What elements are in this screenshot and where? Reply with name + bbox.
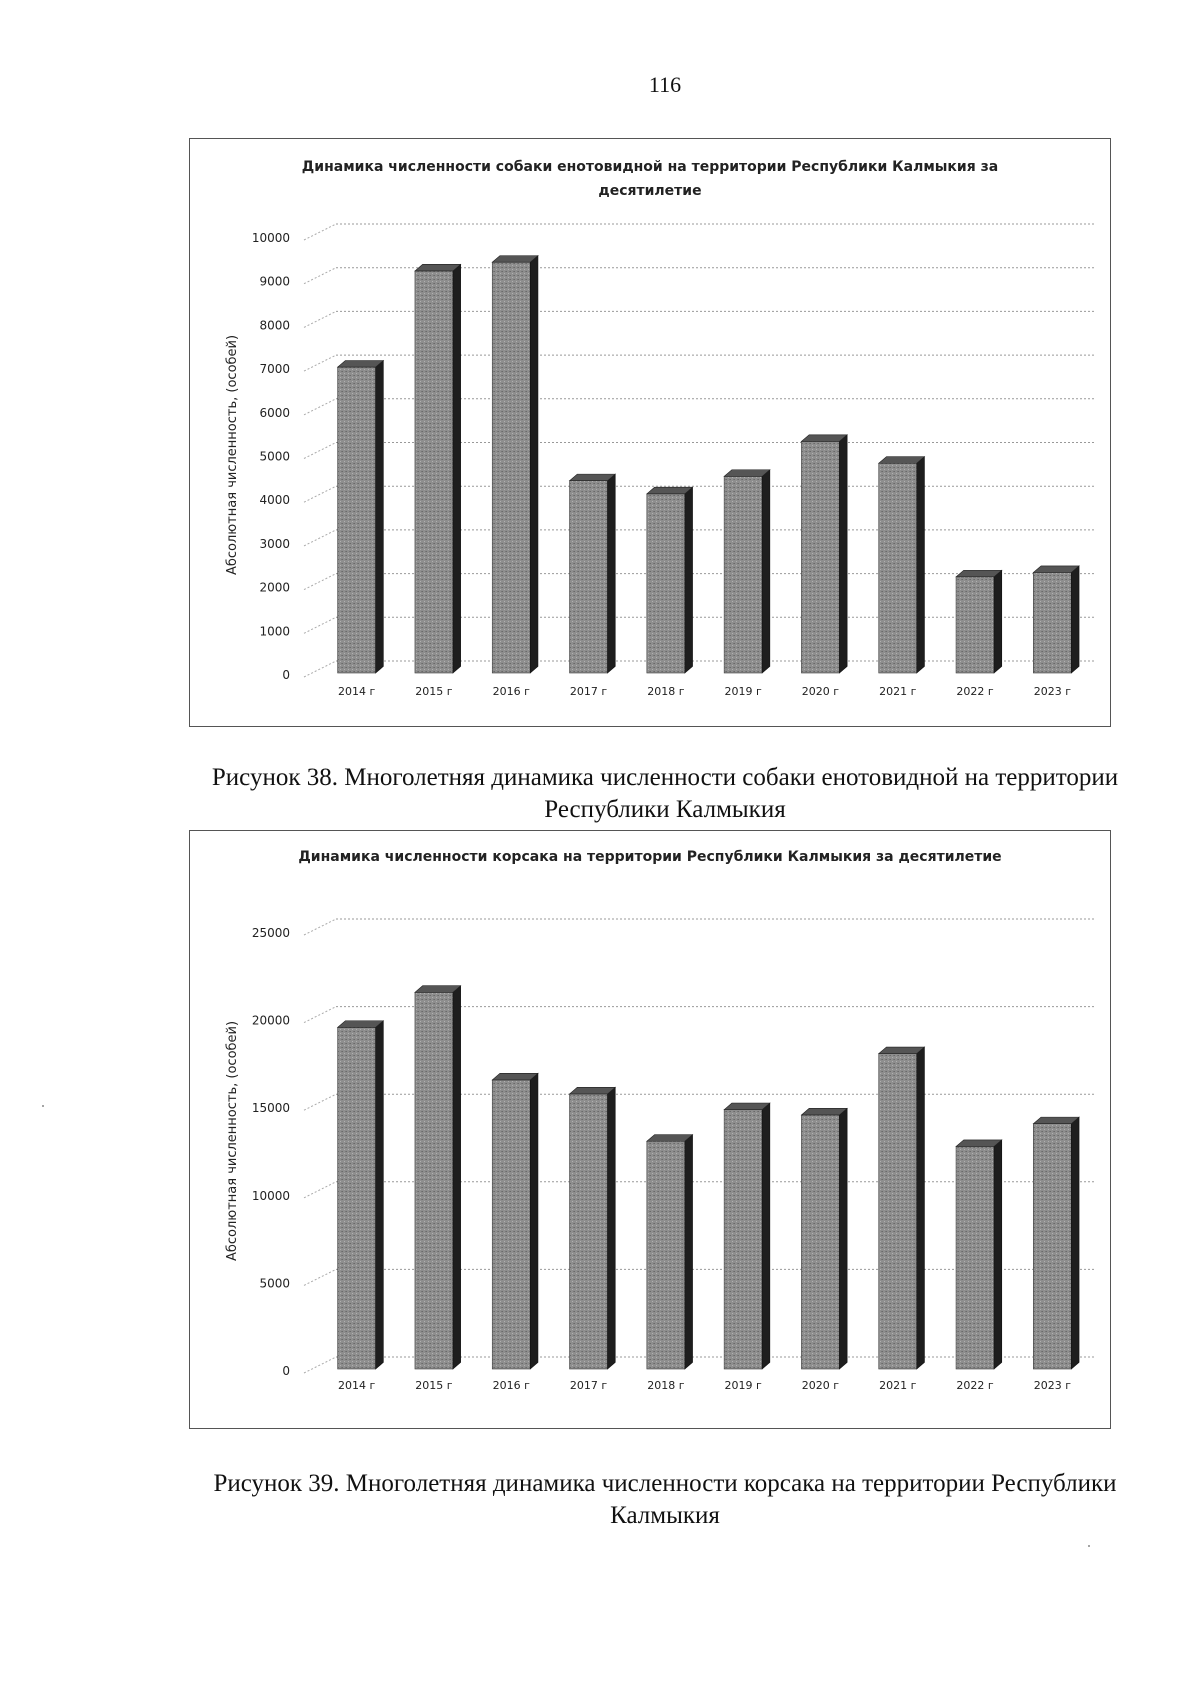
x-tick-label: 2017 г — [569, 685, 608, 698]
x-tick-label: 2020 г — [801, 1379, 840, 1392]
bar-front — [801, 1115, 839, 1369]
x-tick-label: 2023 г — [1033, 685, 1071, 698]
bar-front — [879, 1054, 917, 1369]
bar-top — [801, 435, 847, 442]
y-tick-label: 20000 — [251, 1013, 290, 1028]
y-tick-label: 0 — [282, 1364, 290, 1378]
y-tick-label: 9000 — [259, 274, 290, 289]
bar-side — [608, 1087, 616, 1369]
gridline-side — [304, 399, 336, 415]
bar-top — [1033, 566, 1079, 573]
bar — [338, 361, 384, 674]
scan-speck — [1088, 1545, 1090, 1547]
x-tick-label: 2014 г — [338, 685, 376, 698]
chart-raccoon-dog — [189, 138, 1111, 727]
x-tick-label: 2020 г — [801, 685, 840, 698]
bar-front — [570, 481, 608, 673]
y-tick-label: 5000 — [259, 449, 290, 464]
x-tick-label: 2019 г — [724, 1379, 762, 1392]
gridline-side — [304, 661, 336, 677]
bar-front — [415, 271, 453, 673]
gridline-side — [304, 1007, 336, 1023]
gridline-side — [304, 443, 336, 459]
bar-top — [879, 457, 925, 464]
bar — [647, 487, 693, 673]
x-tick-label: 2018 г — [647, 685, 685, 698]
gridline-side — [304, 919, 336, 935]
bar-side — [839, 435, 847, 673]
x-tick-label: 2015 г — [415, 1379, 453, 1392]
y-tick-label: 2000 — [259, 580, 290, 595]
bar — [801, 435, 847, 673]
bar-front — [1033, 1124, 1071, 1369]
bar-front — [956, 577, 994, 673]
bar-side — [1071, 566, 1079, 673]
bar — [415, 264, 461, 673]
bar-side — [839, 1108, 847, 1369]
bar-side — [685, 487, 693, 673]
bar — [724, 470, 770, 673]
bar-top — [956, 570, 1002, 577]
bar — [879, 1047, 925, 1369]
scan-speck — [42, 1105, 44, 1107]
gridline-side — [304, 268, 336, 284]
bar — [492, 256, 538, 673]
bar-front — [724, 476, 762, 673]
bar-top — [1033, 1117, 1079, 1124]
bar-top — [724, 470, 770, 477]
x-tick-label: 2017 г — [569, 1379, 608, 1392]
y-tick-label: 8000 — [259, 318, 290, 333]
y-tick-label: 4000 — [259, 493, 290, 508]
bar-side — [453, 264, 461, 673]
x-tick-label: 2021 г — [879, 1379, 917, 1392]
y-axis-label: Абсолютная численность, (особей) — [225, 1020, 240, 1262]
x-tick-label: 2023 г — [1033, 1379, 1071, 1392]
gridline-side — [304, 1269, 336, 1285]
y-tick-label: 15000 — [251, 1101, 290, 1116]
bar-side — [994, 570, 1002, 673]
bar-side — [762, 470, 770, 673]
bar-top — [801, 1108, 847, 1115]
y-tick-label: 1000 — [259, 624, 290, 639]
bar-front — [415, 992, 453, 1369]
bar — [879, 457, 925, 673]
gridline-side — [304, 355, 336, 371]
y-tick-label: 25000 — [251, 926, 290, 940]
x-tick-label: 2018 г — [647, 1379, 685, 1392]
bar-front — [801, 441, 839, 673]
bar-side — [453, 986, 461, 1369]
bar-front — [647, 1141, 685, 1369]
bar-side — [530, 1073, 538, 1369]
figure-caption: Рисунок 39. Многолетняя динамика численности корсака на территории Республики Калмыкия — [213, 1470, 1117, 1529]
gridline-side — [304, 224, 336, 240]
bar-top — [879, 1047, 925, 1054]
gridline-side — [304, 1357, 336, 1373]
bar — [647, 1135, 693, 1369]
chart-title: Динамика численности собаки енотовидной на территории Республики Калмыкия за десятилетие — [301, 159, 999, 199]
bar-top — [724, 1103, 770, 1110]
bar — [956, 570, 1002, 673]
bar-side — [762, 1103, 770, 1369]
bar — [492, 1073, 538, 1369]
bar-side — [917, 1047, 925, 1369]
chart-title: Динамика численности корсака на территории Республики Калмыкия за десятилетие — [298, 849, 1002, 865]
bar — [724, 1103, 770, 1369]
bar-side — [530, 256, 538, 673]
bar-side — [376, 1021, 384, 1369]
bar-top — [415, 264, 461, 271]
page-number: 116 — [648, 72, 682, 97]
gridline-side — [304, 574, 336, 590]
x-tick-label: 2014 г — [338, 1379, 376, 1392]
x-tick-label: 2016 г — [492, 1379, 530, 1392]
bar-front — [647, 494, 685, 673]
gridline-side — [304, 1182, 336, 1198]
gridline-side — [304, 1094, 336, 1110]
bar-front — [338, 367, 376, 673]
x-tick-label: 2022 г — [956, 1379, 994, 1392]
bar — [801, 1108, 847, 1369]
x-tick-label: 2015 г — [415, 685, 453, 698]
chart-plot-area — [190, 139, 1110, 726]
bar-front — [1033, 572, 1071, 673]
y-tick-label: 0 — [282, 668, 290, 682]
bar-front — [492, 1080, 530, 1369]
bar-side — [685, 1135, 693, 1369]
bar-top — [570, 474, 616, 481]
x-tick-label: 2016 г — [492, 685, 530, 698]
bar-front — [338, 1027, 376, 1369]
bar — [570, 1087, 616, 1369]
bar-top — [570, 1087, 616, 1094]
bar-top — [647, 487, 693, 494]
y-tick-label: 10000 — [251, 1188, 290, 1203]
chart-plot-area — [190, 831, 1110, 1428]
bar-top — [492, 1073, 538, 1080]
chart-corsac-fox — [189, 830, 1111, 1429]
y-tick-label: 5000 — [259, 1276, 290, 1291]
bar-top — [338, 1021, 384, 1028]
figure-caption: Рисунок 38. Многолетняя динамика численности собаки енотовидной на территории Республики Калмыкия — [211, 764, 1119, 823]
bar — [956, 1140, 1002, 1369]
bar-side — [1071, 1117, 1079, 1369]
bar-front — [570, 1094, 608, 1369]
bar — [415, 986, 461, 1369]
bar-top — [647, 1135, 693, 1142]
bar — [1033, 566, 1079, 673]
gridline-side — [304, 486, 336, 502]
x-tick-label: 2021 г — [879, 685, 917, 698]
bar-front — [492, 262, 530, 673]
bar — [570, 474, 616, 673]
gridline-side — [304, 530, 336, 546]
gridline-side — [304, 311, 336, 327]
y-tick-label: 10000 — [251, 231, 290, 245]
bar-top — [956, 1140, 1002, 1147]
bar-front — [956, 1146, 994, 1369]
x-tick-label: 2019 г — [724, 685, 762, 698]
y-tick-label: 7000 — [259, 362, 290, 377]
bar-top — [338, 361, 384, 368]
bar-front — [879, 463, 917, 673]
bar-side — [917, 457, 925, 673]
y-tick-label: 6000 — [259, 405, 290, 420]
y-axis-label: Абсолютная численность, (особей) — [225, 334, 240, 576]
bar-side — [376, 361, 384, 674]
y-tick-label: 3000 — [259, 536, 290, 551]
x-tick-label: 2022 г — [956, 685, 994, 698]
bar — [1033, 1117, 1079, 1369]
bar-front — [724, 1110, 762, 1369]
gridline-side — [304, 617, 336, 633]
bar-top — [415, 986, 461, 993]
bar-side — [608, 474, 616, 673]
bar-top — [492, 256, 538, 263]
bar-side — [994, 1140, 1002, 1369]
bar — [338, 1021, 384, 1369]
